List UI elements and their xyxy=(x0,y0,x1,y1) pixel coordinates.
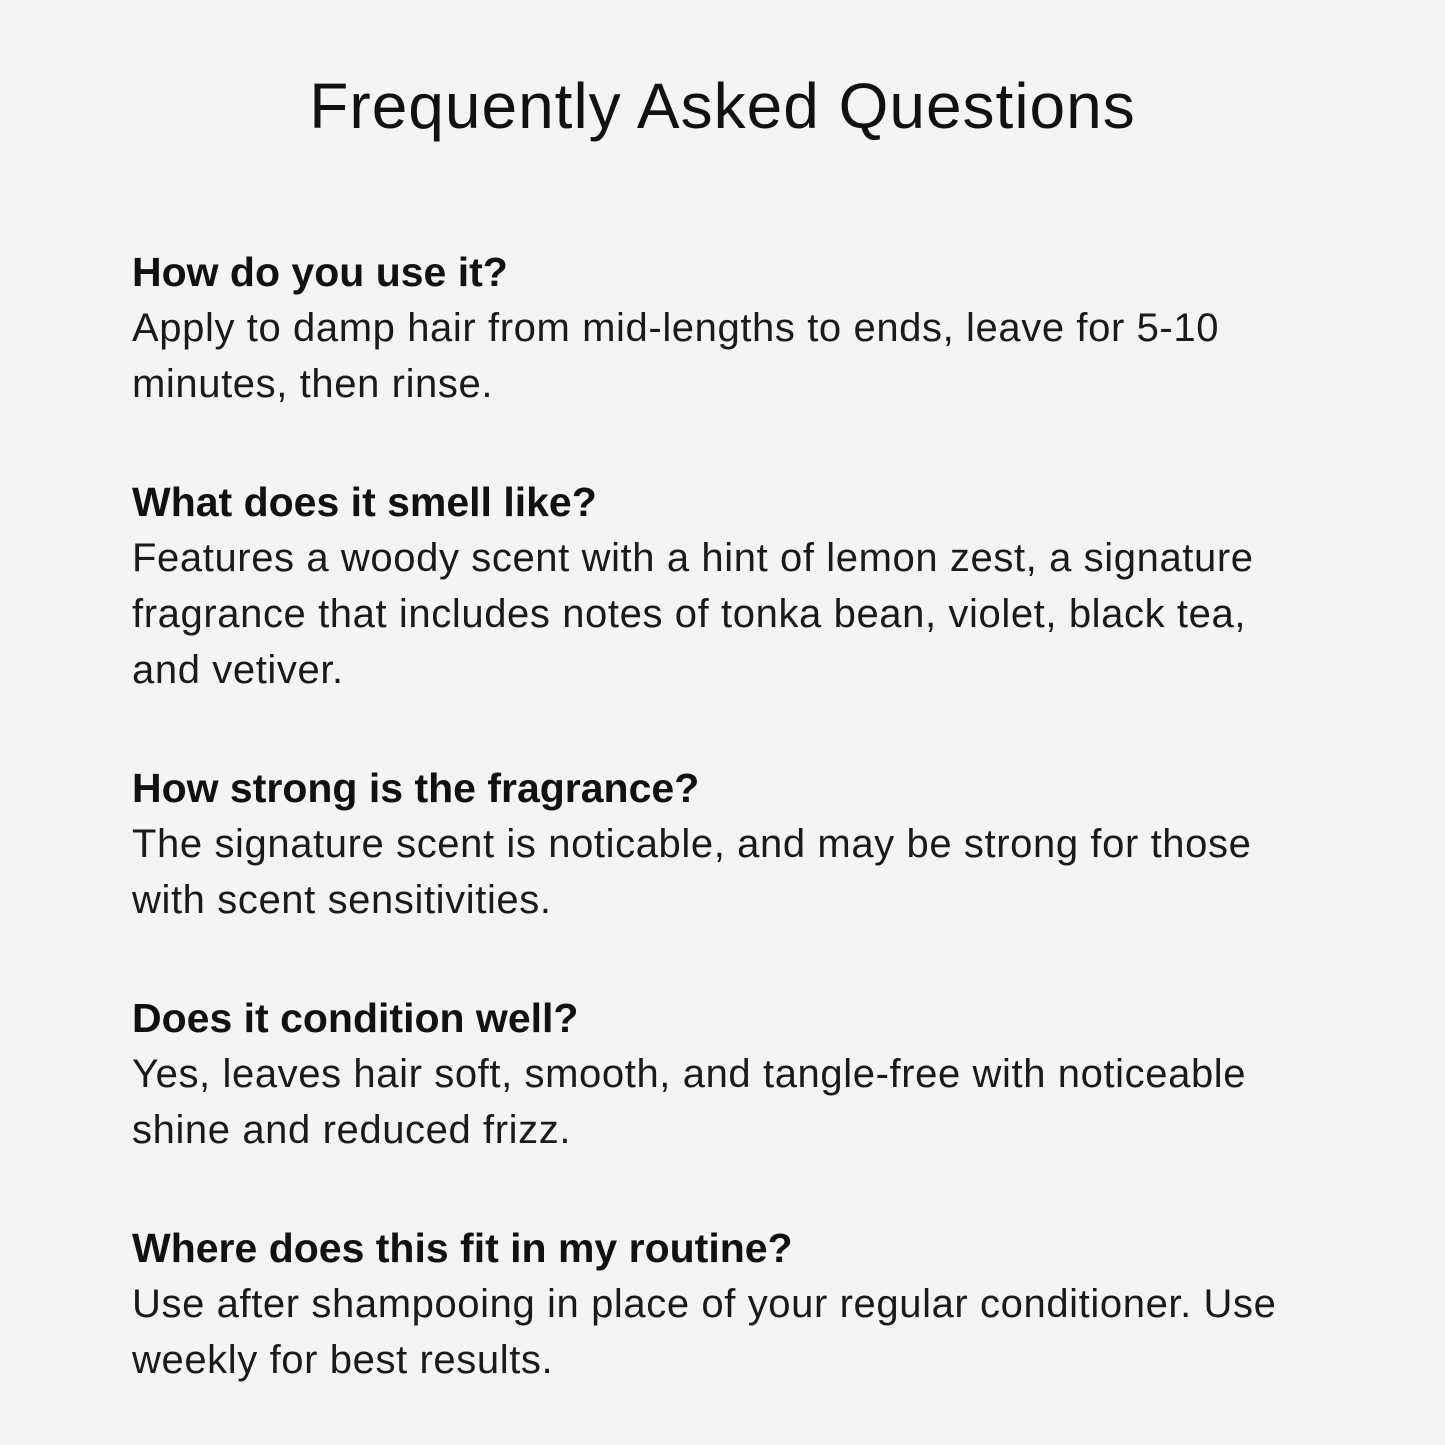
faq-item xyxy=(132,760,1312,928)
faq-answer: Apply to damp hair from mid-lengths to ends, leave for 5-10 minutes, then rinse. xyxy=(132,306,1220,406)
faq-question: How do you use it? xyxy=(132,249,508,295)
page-title: Frequently Asked Questions xyxy=(309,70,1136,142)
faq-item xyxy=(132,1220,1312,1388)
faq-question: Where does this fit in my routine? xyxy=(132,1225,793,1271)
faq-item xyxy=(132,474,1312,698)
faq-answer: The signature scent is noticable, and may be strong for those with scent sensitivities. xyxy=(132,822,1252,922)
faq-answer: Yes, leaves hair soft, smooth, and tangle-free with noticeable shine and reduced frizz. xyxy=(132,1052,1247,1152)
faq-item xyxy=(132,244,1312,412)
faq-question: Does it condition well? xyxy=(132,995,579,1041)
faq-item xyxy=(132,990,1312,1158)
faq-answer: Use after shampooing in place of your regular conditioner. Use weekly for best results. xyxy=(132,1282,1277,1382)
faq-answer: Features a woody scent with a hint of lemon zest, a signature fragrance that includes notes of tonka bean, violet, black tea, and vetiver. xyxy=(132,536,1254,692)
faq-list xyxy=(132,244,1312,1388)
faq-question: What does it smell like? xyxy=(132,479,597,525)
faq-question: How strong is the fragrance? xyxy=(132,765,700,811)
